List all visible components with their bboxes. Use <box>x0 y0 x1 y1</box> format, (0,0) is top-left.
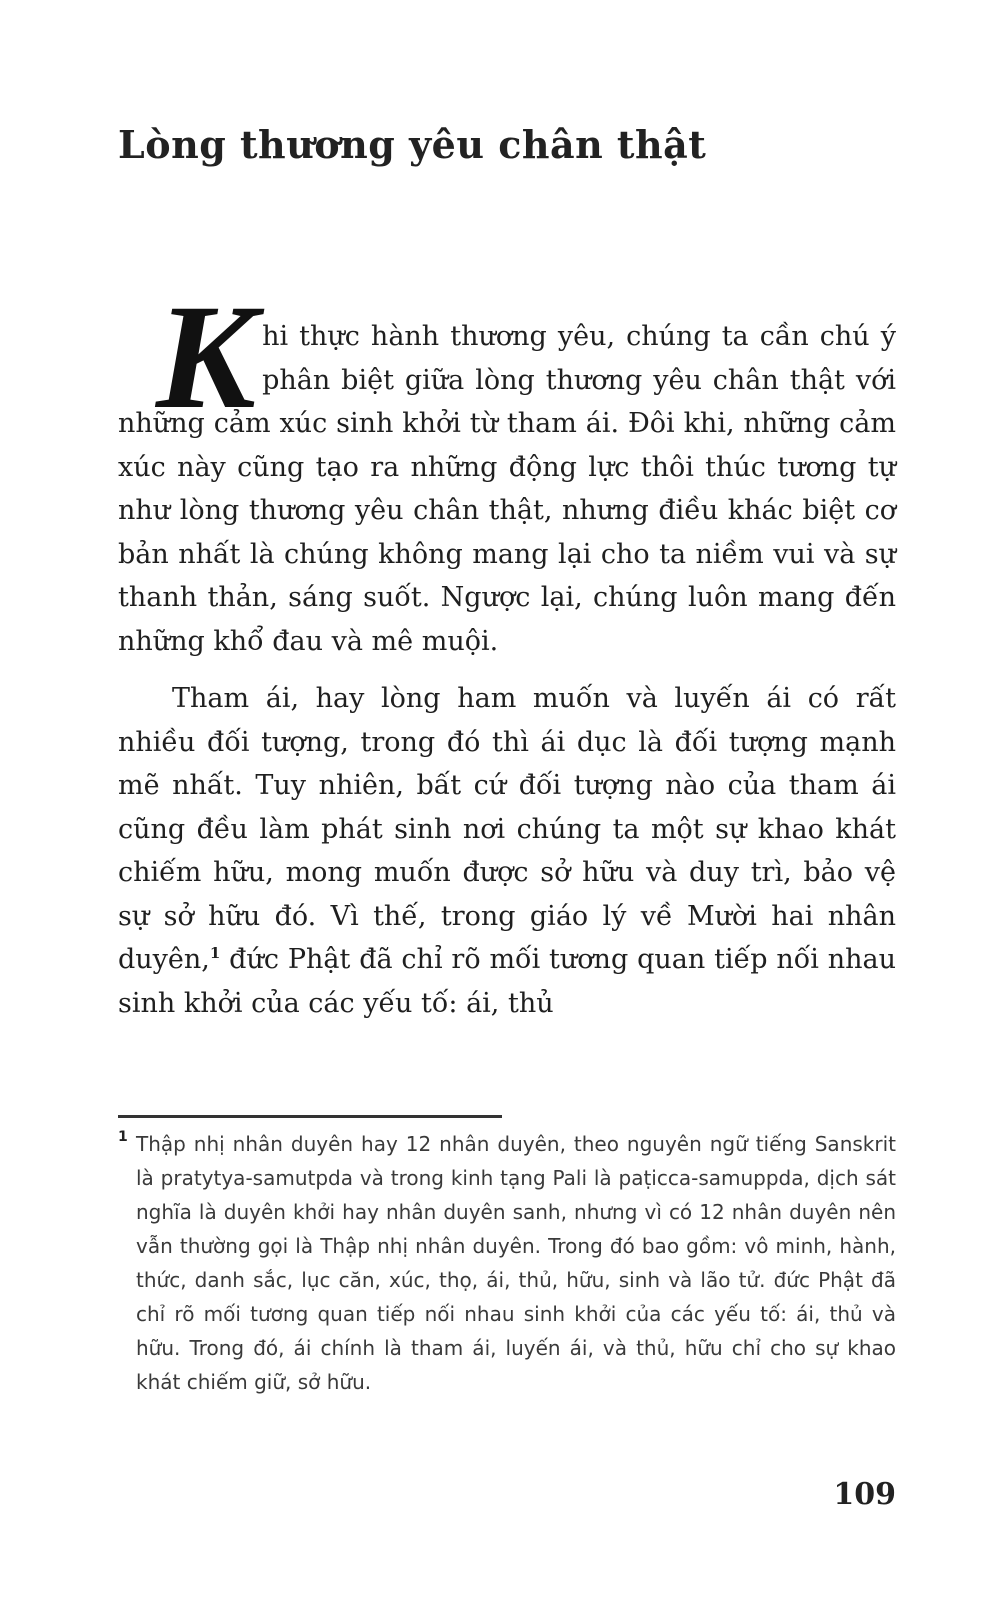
book-page <box>118 0 896 1600</box>
footnote-divider <box>118 1115 502 1118</box>
footnote-mark: 1 <box>118 1129 128 1145</box>
footnote-text: Thập nhị nhân duyên hay 12 nhân duyên, theo nguyên ngữ tiếng Sanskrit là pratytya-samutpda và trong kinh tạng Pali là paṭicca-samuppda, dịch sát nghĩa là duyên khởi hay nhân duyên sanh, nhưng vì có 12 nhân duyên nên vẫn thường gọi là Thập nhị nhân duyên. Trong đó bao gồm: vô minh, hành, thức, danh sắc, lục căn, xúc, thọ, ái, thủ, hữu, sinh và lão tử. đức Phật đã chỉ rõ mối tương quan tiếp nối nhau sinh khởi của các yếu tố: ái, thủ và hữu. Trong đó, ái chính là tham ái, luyến ái, và thủ, hữu chỉ cho sự khao khát chiếm giữ, sở hữu. <box>136 1132 896 1394</box>
main-text <box>118 274 896 1025</box>
page-number: 109 <box>833 1477 896 1512</box>
footnote <box>118 1127 896 1399</box>
paragraph-2 <box>118 677 896 1025</box>
chapter-title: Lòng thương yêu chân thật <box>118 122 707 167</box>
paragraph-2-text-before-note: Tham ái, hay lòng ham muốn và luyến ái có rất nhiều đối tượng, trong đó thì ái dục là đối tượng mạnh mẽ nhất. Tuy nhiên, bất cứ đối tượng nào của tham ái cũng đều làm phát sinh nơi chúng ta một sự khao khát chiếm hữu, mong muốn được sở hữu và duy trì, bảo vệ sự sở hữu đó. Vì thế, trong giáo lý về Mười hai nhân duyên, <box>118 683 896 975</box>
footnote-reference: 1 <box>209 944 221 962</box>
paragraph-1-text: hi thực hành thương yêu, chúng ta cần chú ý phân biệt giữa lòng thương yêu chân thật với những cảm xúc sinh khởi từ tham ái. Đôi khi, những cảm xúc này cũng tạo ra những động lực thôi thúc tương tự như lòng thương yêu chân thật, nhưng điều khác biệt cơ bản nhất là chúng không mang lại cho ta niềm vui và sự thanh thản, sáng suốt. Ngược lại, chúng luôn mang đến những khổ đau và mê muội. <box>118 321 896 657</box>
paragraph-1 <box>118 274 896 663</box>
paragraph-2-text-after-note: đức Phật đã chỉ rõ mối tương quan tiếp nối nhau sinh khởi của các yếu tố: ái, thủ <box>118 944 896 1019</box>
drop-cap-letter: K <box>156 274 257 440</box>
